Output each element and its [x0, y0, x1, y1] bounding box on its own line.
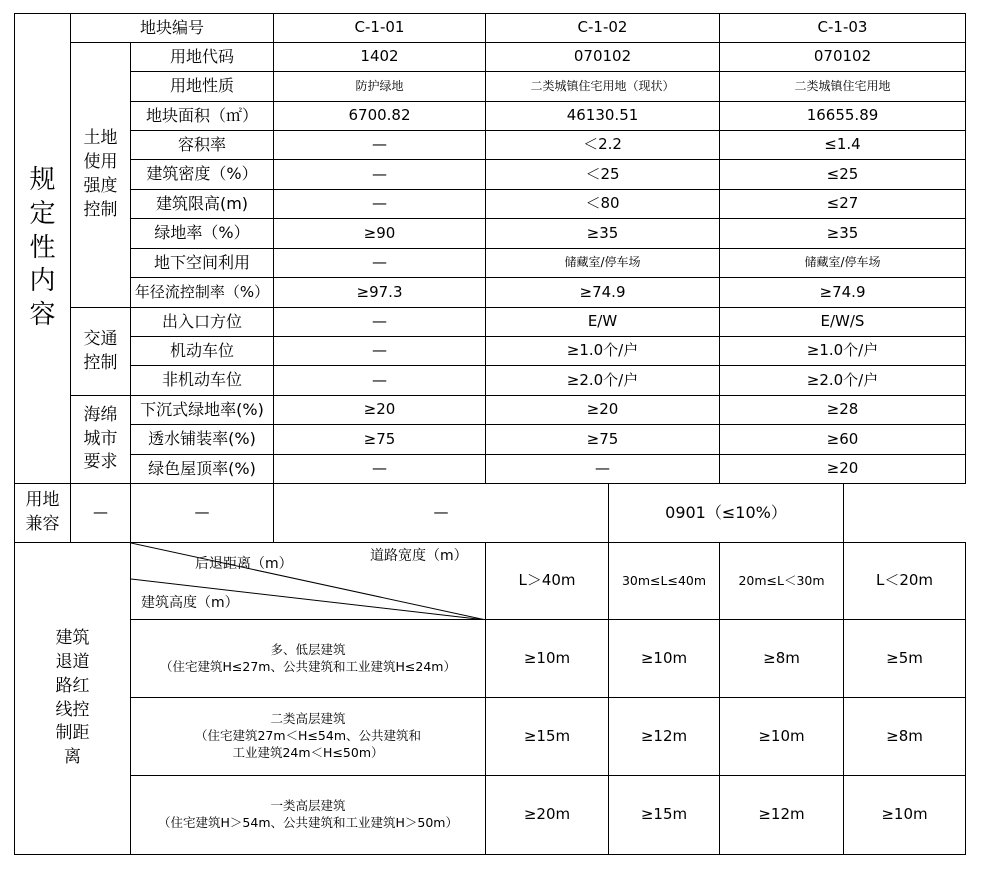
cell: 46130.51 — [486, 102, 720, 131]
building-class-desc: （住宅建筑H≤27m、公共建筑和工业建筑H≤24m） — [160, 658, 456, 674]
cell: ≥20 — [720, 455, 966, 484]
building-class-desc2: 工业建筑24m＜H≤50m） — [232, 744, 384, 760]
row-label: 用地性质 — [131, 72, 274, 102]
cell: ≥20m — [486, 776, 609, 855]
cell: 6700.82 — [274, 102, 486, 131]
cell: ≥28 — [720, 396, 966, 425]
diagonal-header — [131, 543, 486, 620]
cell: ≥35 — [486, 219, 720, 249]
diag-building-height: 建筑高度（m） — [141, 595, 239, 611]
cell: 070102 — [720, 43, 966, 72]
head-label: 地块编号 — [71, 14, 274, 43]
cell: — — [274, 249, 486, 278]
cell: 二类城镇住宅用地 — [720, 72, 966, 102]
group-land: 土地使用强度控制 — [71, 43, 131, 308]
row-label: 年径流控制率（%） — [131, 278, 274, 308]
head-col: C-1-01 — [274, 14, 486, 43]
cell: 二类城镇住宅用地（现状） — [486, 72, 720, 102]
head-col: C-1-03 — [720, 14, 966, 43]
cell: — — [274, 484, 609, 543]
cell: — — [274, 337, 486, 366]
side-title: 规定性内容 — [15, 14, 71, 484]
diag-setback-distance: 后退距离（m） — [195, 556, 293, 572]
cell: ≥1.0个/户 — [720, 337, 966, 366]
cell: ≥75 — [486, 425, 720, 455]
group-traffic: 交通控制 — [71, 308, 131, 396]
row-label: 绿地率（%） — [131, 219, 274, 249]
row-label: 绿色屋顶率(%) — [131, 455, 274, 484]
cell: — — [274, 308, 486, 337]
cell: 070102 — [486, 43, 720, 72]
cell: — — [274, 190, 486, 219]
group-setback: 建筑退道路红线控制距离 — [15, 543, 131, 855]
cell: ≥2.0个/户 — [486, 366, 720, 396]
cell: 防护绿地 — [274, 72, 486, 102]
cell: ≥74.9 — [486, 278, 720, 308]
row-label: 地块面积（㎡） — [131, 102, 274, 131]
row-label: 建筑密度（%） — [131, 160, 274, 190]
cell: ≥15m — [486, 698, 609, 776]
cell: ≥1.0个/户 — [486, 337, 720, 366]
cell: — — [274, 131, 486, 160]
cell: ≥15m — [609, 776, 720, 855]
cell: ≥2.0个/户 — [720, 366, 966, 396]
row-label: 用地代码 — [131, 43, 274, 72]
building-class-title: 多、低层建筑 — [270, 641, 346, 657]
cell: ≥12m — [609, 698, 720, 776]
row-label: 下沉式绿地率(%) — [131, 396, 274, 425]
building-class — [131, 698, 486, 776]
compat-label: — — [71, 484, 131, 543]
cell: ≥75 — [274, 425, 486, 455]
cell: ≥74.9 — [720, 278, 966, 308]
cell: — — [486, 455, 720, 484]
cell: 储藏室/停车场 — [486, 249, 720, 278]
cell: — — [274, 160, 486, 190]
cell: 0901（≤10%） — [609, 484, 844, 543]
cell: ＜80 — [486, 190, 720, 219]
cell: ＜25 — [486, 160, 720, 190]
row-label: 建筑限高(m) — [131, 190, 274, 219]
cell: ≥97.3 — [274, 278, 486, 308]
building-class-title: 一类高层建筑 — [270, 798, 346, 814]
building-class — [131, 620, 486, 698]
cell: ≥8m — [720, 620, 844, 698]
cell: ≥10m — [720, 698, 844, 776]
cell: ≤27 — [720, 190, 966, 219]
cell: ≥12m — [720, 776, 844, 855]
cell: ≥35 — [720, 219, 966, 249]
building-class — [131, 776, 486, 855]
regulation-table — [14, 13, 966, 855]
cell: ≥5m — [844, 620, 966, 698]
row-label: 机动车位 — [131, 337, 274, 366]
row-label: 透水铺装率(%) — [131, 425, 274, 455]
cell: ≥10m — [486, 620, 609, 698]
width-header: 30m≤L≤40m — [609, 543, 720, 620]
cell: ≥8m — [844, 698, 966, 776]
cell: ≥60 — [720, 425, 966, 455]
cell: — — [274, 455, 486, 484]
row-label: 非机动车位 — [131, 366, 274, 396]
cell: 1402 — [274, 43, 486, 72]
width-header: L＞40m — [486, 543, 609, 620]
group-compat: 用地兼容 — [15, 484, 71, 543]
cell: 储藏室/停车场 — [720, 249, 966, 278]
cell: E/W — [486, 308, 720, 337]
cell: 16655.89 — [720, 102, 966, 131]
cell: ＜2.2 — [486, 131, 720, 160]
cell: ≥90 — [274, 219, 486, 249]
row-label: 地下空间利用 — [131, 249, 274, 278]
row-label: 出入口方位 — [131, 308, 274, 337]
cell: E/W/S — [720, 308, 966, 337]
cell: ≥10m — [609, 620, 720, 698]
building-class-title: 二类高层建筑 — [270, 711, 346, 727]
cell: — — [274, 366, 486, 396]
cell: ≥20 — [486, 396, 720, 425]
cell: ≥20 — [274, 396, 486, 425]
diag-road-width: 道路宽度（m） — [370, 548, 468, 564]
cell: ≤25 — [720, 160, 966, 190]
group-sponge: 海绵城市要求 — [71, 396, 131, 484]
row-label: 容积率 — [131, 131, 274, 160]
cell: ≥10m — [844, 776, 966, 855]
building-class-desc: （住宅建筑27m＜H≤54m、公共建筑和 — [194, 728, 422, 744]
head-col: C-1-02 — [486, 14, 720, 43]
width-header: L＜20m — [844, 543, 966, 620]
width-header: 20m≤L＜30m — [720, 543, 844, 620]
cell: — — [131, 484, 274, 543]
cell: ≤1.4 — [720, 131, 966, 160]
building-class-desc: （住宅建筑H＞54m、公共建筑和工业建筑H＞50m） — [158, 815, 458, 830]
